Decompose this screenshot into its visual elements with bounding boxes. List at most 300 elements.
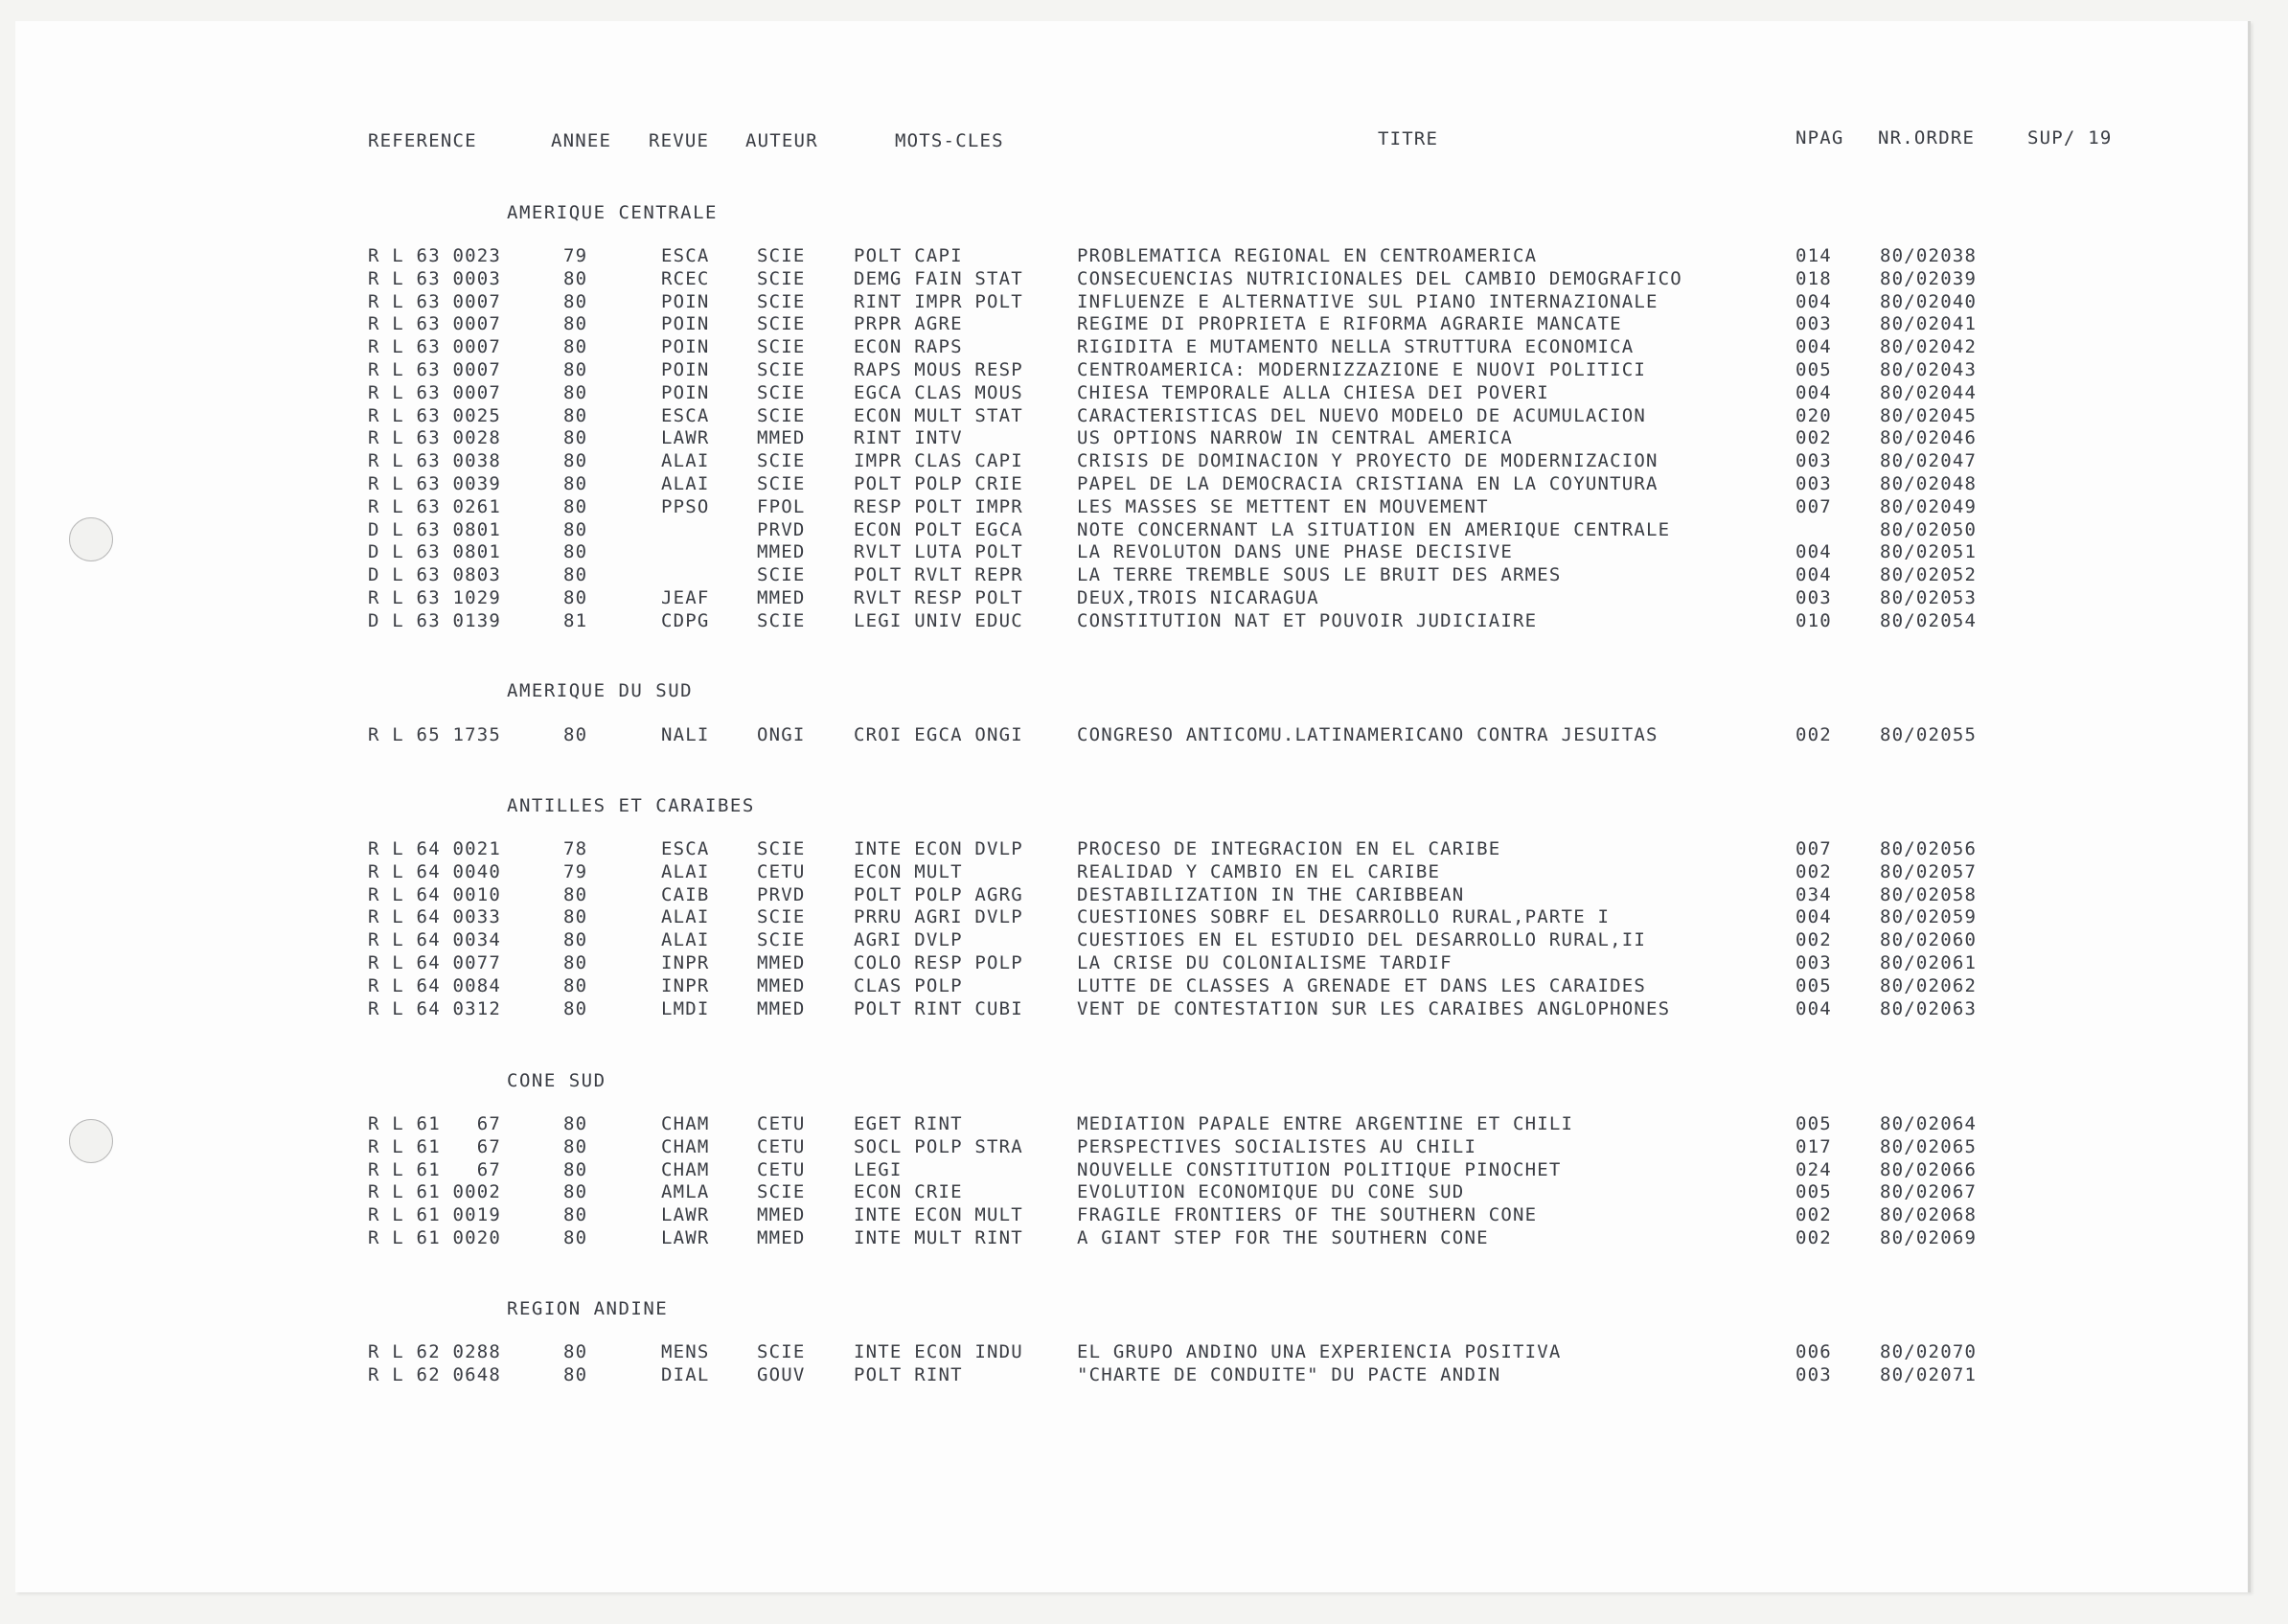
npag-cell: 003 — [1796, 587, 1832, 608]
nr-ordre-cell: 80/02059 — [1880, 906, 1978, 927]
annee-cell: 80 — [563, 998, 588, 1019]
npag-cell: 002 — [1796, 427, 1832, 448]
reference-cell: R L 63 0023 — [368, 245, 502, 266]
mots-cles-cell: AGRI DVLP — [854, 929, 963, 950]
revue-cell: POIN — [661, 359, 710, 380]
reference-cell: R L 64 0033 — [368, 906, 502, 927]
nr-ordre-cell: 80/02068 — [1880, 1204, 1978, 1225]
npag-cell: 010 — [1796, 610, 1832, 631]
revue-cell: ALAI — [661, 906, 710, 927]
revue-cell: ESCA — [661, 838, 710, 859]
npag-cell: 004 — [1796, 291, 1832, 312]
reference-cell: R L 63 0007 — [368, 382, 502, 403]
auteur-cell: MMED — [757, 541, 806, 562]
header-annee: ANNEE — [551, 130, 612, 151]
auteur-cell: SCIE — [757, 313, 806, 334]
titre-cell: MEDIATION PAPALE ENTRE ARGENTINE ET CHILI — [1077, 1113, 1574, 1134]
titre-cell: CHIESA TEMPORALE ALLA CHIESA DEI POVERI — [1077, 382, 1549, 403]
reference-cell: R L 63 0025 — [368, 405, 502, 426]
mots-cles-cell: SOCL POLP STRA — [854, 1136, 1023, 1157]
reference-cell: R L 63 0007 — [368, 313, 502, 334]
annee-cell: 80 — [563, 884, 588, 905]
auteur-cell: SCIE — [757, 245, 806, 266]
reference-cell: R L 64 0084 — [368, 975, 502, 996]
titre-cell: PERSPECTIVES SOCIALISTES AU CHILI — [1077, 1136, 1477, 1157]
npag-cell: 007 — [1796, 838, 1832, 859]
revue-cell: POIN — [661, 336, 710, 357]
table-row — [0, 361, 2288, 382]
nr-ordre-cell: 80/02041 — [1880, 313, 1978, 334]
table-row — [0, 589, 2288, 610]
annee-cell: 80 — [563, 382, 588, 403]
header-revue: REVUE — [649, 130, 710, 151]
auteur-cell: SCIE — [757, 564, 806, 585]
mots-cles-cell: EGCA CLAS MOUS — [854, 382, 1023, 403]
reference-cell: R L 65 1735 — [368, 724, 502, 745]
auteur-cell: MMED — [757, 952, 806, 973]
npag-cell: 004 — [1796, 906, 1832, 927]
auteur-cell: CETU — [757, 1159, 806, 1180]
titre-cell: A GIANT STEP FOR THE SOUTHERN CONE — [1077, 1227, 1489, 1248]
titre-cell: LUTTE DE CLASSES A GRENADE ET DANS LES CARAIDES — [1077, 975, 1647, 996]
nr-ordre-cell: 80/02053 — [1880, 587, 1978, 608]
annee-cell: 80 — [563, 313, 588, 334]
nr-ordre-cell: 80/02052 — [1880, 564, 1978, 585]
auteur-cell: CETU — [757, 1136, 806, 1157]
revue-cell: LAWR — [661, 1204, 710, 1225]
nr-ordre-cell: 80/02069 — [1880, 1227, 1978, 1248]
annee-cell: 80 — [563, 473, 588, 494]
reference-cell: D L 63 0801 — [368, 541, 502, 562]
header-reference: REFERENCE — [368, 130, 477, 151]
nr-ordre-cell: 80/02050 — [1880, 519, 1978, 540]
nr-ordre-cell: 80/02065 — [1880, 1136, 1978, 1157]
reference-cell: R L 63 0039 — [368, 473, 502, 494]
mots-cles-cell: POLT RVLT REPR — [854, 564, 1023, 585]
nr-ordre-cell: 80/02070 — [1880, 1341, 1978, 1362]
header-npag: NPAG — [1796, 127, 1844, 149]
reference-cell: R L 63 1029 — [368, 587, 502, 608]
nr-ordre-cell: 80/02051 — [1880, 541, 1978, 562]
annee-cell: 80 — [563, 496, 588, 517]
annee-cell: 80 — [563, 906, 588, 927]
auteur-cell: PRVD — [757, 884, 806, 905]
mots-cles-cell: RINT INTV — [854, 427, 963, 448]
revue-cell: POIN — [661, 291, 710, 312]
table-row — [0, 863, 2288, 884]
table-row — [0, 384, 2288, 405]
titre-cell: PROBLEMATICA REGIONAL EN CENTROAMERICA — [1077, 245, 1538, 266]
nr-ordre-cell: 80/02044 — [1880, 382, 1978, 403]
revue-cell: LAWR — [661, 1227, 710, 1248]
mots-cles-cell: PRPR AGRE — [854, 313, 963, 334]
table-row — [0, 1343, 2288, 1364]
reference-cell: D L 63 0801 — [368, 519, 502, 540]
auteur-cell: SCIE — [757, 1341, 806, 1362]
table-row — [0, 886, 2288, 907]
titre-cell: PAPEL DE LA DEMOCRACIA CRISTIANA EN LA COYUNTURA — [1077, 473, 1659, 494]
titre-cell: LA TERRE TREMBLE SOUS LE BRUIT DES ARMES — [1077, 564, 1562, 585]
auteur-cell: SCIE — [757, 291, 806, 312]
reference-cell: R L 62 0288 — [368, 1341, 502, 1362]
table-row — [0, 543, 2288, 564]
annee-cell: 80 — [563, 975, 588, 996]
npag-cell: 004 — [1796, 541, 1832, 562]
revue-cell: ALAI — [661, 473, 710, 494]
titre-cell: RIGIDITA E MUTAMENTO NELLA STRUTTURA ECONOMICA — [1077, 336, 1635, 357]
nr-ordre-cell: 80/02057 — [1880, 861, 1978, 882]
auteur-cell: SCIE — [757, 405, 806, 426]
annee-cell: 80 — [563, 1204, 588, 1225]
table-row — [0, 1229, 2288, 1250]
nr-ordre-cell: 80/02058 — [1880, 884, 1978, 905]
auteur-cell: SCIE — [757, 268, 806, 289]
annee-cell: 79 — [563, 861, 588, 882]
header-nr-ordre: NR.ORDRE — [1878, 127, 1976, 149]
mots-cles-cell: DEMG FAIN STAT — [854, 268, 1023, 289]
table-row — [0, 452, 2288, 473]
npag-cell: 024 — [1796, 1159, 1832, 1180]
revue-cell: LMDI — [661, 998, 710, 1019]
mots-cles-cell: COLO RESP POLP — [854, 952, 1023, 973]
titre-cell: LES MASSES SE METTENT EN MOUVEMENT — [1077, 496, 1489, 517]
header-titre: TITRE — [1378, 128, 1439, 149]
table-row — [0, 908, 2288, 929]
mots-cles-cell: CLAS POLP — [854, 975, 963, 996]
revue-cell: CAIB — [661, 884, 710, 905]
mots-cles-cell: POLT RINT CUBI — [854, 998, 1023, 1019]
annee-cell: 80 — [563, 564, 588, 585]
annee-cell: 80 — [563, 1159, 588, 1180]
table-row — [0, 977, 2288, 998]
auteur-cell: SCIE — [757, 929, 806, 950]
nr-ordre-cell: 80/02047 — [1880, 450, 1978, 471]
titre-cell: NOUVELLE CONSTITUTION POLITIQUE PINOCHET — [1077, 1159, 1562, 1180]
nr-ordre-cell: 80/02063 — [1880, 998, 1978, 1019]
table-row — [0, 1138, 2288, 1159]
annee-cell: 80 — [563, 1181, 588, 1202]
titre-cell: CONGRESO ANTICOMU.LATINAMERICANO CONTRA JESUITAS — [1077, 724, 1659, 745]
nr-ordre-cell: 80/02060 — [1880, 929, 1978, 950]
titre-cell: CONSECUENCIAS NUTRICIONALES DEL CAMBIO DEMOGRAFICO — [1077, 268, 1682, 289]
reference-cell: R L 61 0019 — [368, 1204, 502, 1225]
npag-cell: 018 — [1796, 268, 1832, 289]
auteur-cell: MMED — [757, 427, 806, 448]
titre-cell: REALIDAD Y CAMBIO EN EL CARIBE — [1077, 861, 1441, 882]
mots-cles-cell: INTE MULT RINT — [854, 1227, 1023, 1248]
reference-cell: R L 61 67 — [368, 1159, 502, 1180]
header-auteur: AUTEUR — [745, 130, 818, 151]
auteur-cell: MMED — [757, 975, 806, 996]
auteur-cell: SCIE — [757, 450, 806, 471]
reference-cell: D L 63 0139 — [368, 610, 502, 631]
annee-cell: 80 — [563, 405, 588, 426]
mots-cles-cell: RVLT RESP POLT — [854, 587, 1023, 608]
mots-cles-cell: LEGI UNIV EDUC — [854, 610, 1023, 631]
revue-cell: AMLA — [661, 1181, 710, 1202]
nr-ordre-cell: 80/02048 — [1880, 473, 1978, 494]
npag-cell: 003 — [1796, 313, 1832, 334]
npag-cell: 002 — [1796, 929, 1832, 950]
revue-cell: RCEC — [661, 268, 710, 289]
table-row — [0, 726, 2288, 747]
npag-cell: 004 — [1796, 564, 1832, 585]
annee-cell: 80 — [563, 724, 588, 745]
mots-cles-cell: PRRU AGRI DVLP — [854, 906, 1023, 927]
nr-ordre-cell: 80/02042 — [1880, 336, 1978, 357]
nr-ordre-cell: 80/02056 — [1880, 838, 1978, 859]
mots-cles-cell: INTE ECON INDU — [854, 1341, 1023, 1362]
mots-cles-cell: ECON MULT STAT — [854, 405, 1023, 426]
nr-ordre-cell: 80/02038 — [1880, 245, 1978, 266]
table-row — [0, 840, 2288, 861]
annee-cell: 80 — [563, 541, 588, 562]
titre-cell: LA CRISE DU COLONIALISME TARDIF — [1077, 952, 1453, 973]
revue-cell: ALAI — [661, 929, 710, 950]
auteur-cell: PRVD — [757, 519, 806, 540]
auteur-cell: SCIE — [757, 610, 806, 631]
revue-cell: PPSO — [661, 496, 710, 517]
mots-cles-cell: RAPS MOUS RESP — [854, 359, 1023, 380]
table-row — [0, 338, 2288, 359]
titre-cell: EVOLUTION ECONOMIQUE DU CONE SUD — [1077, 1181, 1465, 1202]
annee-cell: 78 — [563, 838, 588, 859]
auteur-cell: SCIE — [757, 359, 806, 380]
mots-cles-cell: RINT IMPR POLT — [854, 291, 1023, 312]
titre-cell: NOTE CONCERNANT LA SITUATION EN AMERIQUE CENTRALE — [1077, 519, 1671, 540]
table-row — [0, 1115, 2288, 1136]
mots-cles-cell: POLT RINT — [854, 1364, 963, 1385]
reference-cell: R L 64 0021 — [368, 838, 502, 859]
revue-cell: CHAM — [661, 1113, 710, 1134]
npag-cell: 005 — [1796, 975, 1832, 996]
reference-cell: R L 64 0077 — [368, 952, 502, 973]
table-row — [0, 1183, 2288, 1204]
mots-cles-cell: POLT CAPI — [854, 245, 963, 266]
npag-cell: 004 — [1796, 382, 1832, 403]
reference-cell: D L 63 0803 — [368, 564, 502, 585]
annee-cell: 80 — [563, 1227, 588, 1248]
nr-ordre-cell: 80/02071 — [1880, 1364, 1978, 1385]
reference-cell: R L 61 67 — [368, 1113, 502, 1134]
titre-cell: CONSTITUTION NAT ET POUVOIR JUDICIAIRE — [1077, 610, 1538, 631]
revue-cell: JEAF — [661, 587, 710, 608]
revue-cell: POIN — [661, 313, 710, 334]
reference-cell: R L 64 0010 — [368, 884, 502, 905]
header-sup: SUP/ 19 — [2027, 127, 2113, 149]
table-row — [0, 498, 2288, 519]
revue-cell: LAWR — [661, 427, 710, 448]
npag-cell: 002 — [1796, 861, 1832, 882]
annee-cell: 80 — [563, 929, 588, 950]
titre-cell: VENT DE CONTESTATION SUR LES CARAIBES ANGLOPHONES — [1077, 998, 1671, 1019]
mots-cles-cell: POLT POLP AGRG — [854, 884, 1023, 905]
nr-ordre-cell: 80/02054 — [1880, 610, 1978, 631]
mots-cles-cell: INTE ECON DVLP — [854, 838, 1023, 859]
titre-cell: EL GRUPO ANDINO UNA EXPERIENCIA POSITIVA — [1077, 1341, 1562, 1362]
npag-cell: 003 — [1796, 1364, 1832, 1385]
npag-cell: 005 — [1796, 359, 1832, 380]
table-row — [0, 1366, 2288, 1387]
table-row — [0, 612, 2288, 633]
npag-cell: 006 — [1796, 1341, 1832, 1362]
titre-cell: CUESTIOES EN EL ESTUDIO DEL DESARROLLO RURAL,II — [1077, 929, 1647, 950]
reference-cell: R L 61 0002 — [368, 1181, 502, 1202]
reference-cell: R L 63 0261 — [368, 496, 502, 517]
auteur-cell: FPOL — [757, 496, 806, 517]
annee-cell: 81 — [563, 610, 588, 631]
annee-cell: 80 — [563, 427, 588, 448]
mots-cles-cell: INTE ECON MULT — [854, 1204, 1023, 1225]
mots-cles-cell: IMPR CLAS CAPI — [854, 450, 1023, 471]
annee-cell: 80 — [563, 291, 588, 312]
auteur-cell: SCIE — [757, 838, 806, 859]
titre-cell: CENTROAMERICA: MODERNIZZAZIONE E NUOVI POLITICI — [1077, 359, 1647, 380]
npag-cell: 034 — [1796, 884, 1832, 905]
titre-cell: PROCESO DE INTEGRACION EN EL CARIBE — [1077, 838, 1501, 859]
npag-cell: 005 — [1796, 1113, 1832, 1134]
nr-ordre-cell: 80/02045 — [1880, 405, 1978, 426]
mots-cles-cell: POLT POLP CRIE — [854, 473, 1023, 494]
annee-cell: 80 — [563, 336, 588, 357]
titre-cell: DESTABILIZATION IN THE CARIBBEAN — [1077, 884, 1465, 905]
revue-cell: ALAI — [661, 861, 710, 882]
revue-cell: MENS — [661, 1341, 710, 1362]
table-row — [0, 293, 2288, 314]
nr-ordre-cell: 80/02062 — [1880, 975, 1978, 996]
mots-cles-cell: ECON RAPS — [854, 336, 963, 357]
table-row — [0, 521, 2288, 542]
annee-cell: 80 — [563, 1113, 588, 1134]
titre-cell: REGIME DI PROPRIETA E RIFORMA AGRARIE MANCATE — [1077, 313, 1622, 334]
table-row — [0, 407, 2288, 428]
titre-cell: CUESTIONES SOBRF EL DESARROLLO RURAL,PARTE I — [1077, 906, 1611, 927]
auteur-cell: GOUV — [757, 1364, 806, 1385]
revue-cell: ESCA — [661, 405, 710, 426]
auteur-cell: MMED — [757, 587, 806, 608]
npag-cell: 004 — [1796, 336, 1832, 357]
revue-cell: DIAL — [661, 1364, 710, 1385]
auteur-cell: MMED — [757, 998, 806, 1019]
annee-cell: 79 — [563, 245, 588, 266]
reference-cell: R L 63 0038 — [368, 450, 502, 471]
auteur-cell: ONGI — [757, 724, 806, 745]
auteur-cell: SCIE — [757, 1181, 806, 1202]
nr-ordre-cell: 80/02061 — [1880, 952, 1978, 973]
annee-cell: 80 — [563, 1136, 588, 1157]
table-row — [0, 1206, 2288, 1227]
table-row — [0, 270, 2288, 291]
reference-cell: R L 63 0028 — [368, 427, 502, 448]
header-mots-cles: MOTS-CLES — [895, 130, 1004, 151]
mots-cles-cell: ECON POLT EGCA — [854, 519, 1023, 540]
reference-cell: R L 63 0007 — [368, 336, 502, 357]
npag-cell: 005 — [1796, 1181, 1832, 1202]
reference-cell: R L 64 0034 — [368, 929, 502, 950]
annee-cell: 80 — [563, 268, 588, 289]
revue-cell: CHAM — [661, 1136, 710, 1157]
table-row — [0, 315, 2288, 336]
reference-cell: R L 62 0648 — [368, 1364, 502, 1385]
section-title: REGION ANDINE — [507, 1298, 669, 1319]
table-row — [0, 954, 2288, 975]
auteur-cell: MMED — [757, 1204, 806, 1225]
nr-ordre-cell: 80/02067 — [1880, 1181, 1978, 1202]
reference-cell: R L 64 0312 — [368, 998, 502, 1019]
npag-cell: 002 — [1796, 724, 1832, 745]
revue-cell: ALAI — [661, 450, 710, 471]
annee-cell: 80 — [563, 359, 588, 380]
section-title: AMERIQUE CENTRALE — [507, 202, 718, 223]
nr-ordre-cell: 80/02043 — [1880, 359, 1978, 380]
npag-cell: 002 — [1796, 1204, 1832, 1225]
nr-ordre-cell: 80/02040 — [1880, 291, 1978, 312]
revue-cell: INPR — [661, 975, 710, 996]
npag-cell: 014 — [1796, 245, 1832, 266]
annee-cell: 80 — [563, 1341, 588, 1362]
auteur-cell: SCIE — [757, 336, 806, 357]
reference-cell: R L 63 0007 — [368, 291, 502, 312]
titre-cell: CRISIS DE DOMINACION Y PROYECTO DE MODERNIZACION — [1077, 450, 1659, 471]
nr-ordre-cell: 80/02046 — [1880, 427, 1978, 448]
annee-cell: 80 — [563, 952, 588, 973]
titre-cell: US OPTIONS NARROW IN CENTRAL AMERICA — [1077, 427, 1514, 448]
titre-cell: CARACTERISTICAS DEL NUEVO MODELO DE ACUMULACION — [1077, 405, 1647, 426]
npag-cell: 003 — [1796, 473, 1832, 494]
reference-cell: R L 63 0003 — [368, 268, 502, 289]
npag-cell: 003 — [1796, 952, 1832, 973]
nr-ordre-cell: 80/02039 — [1880, 268, 1978, 289]
mots-cles-cell: RESP POLT IMPR — [854, 496, 1023, 517]
auteur-cell: MMED — [757, 1227, 806, 1248]
npag-cell: 017 — [1796, 1136, 1832, 1157]
auteur-cell: SCIE — [757, 382, 806, 403]
npag-cell: 003 — [1796, 450, 1832, 471]
annee-cell: 80 — [563, 450, 588, 471]
auteur-cell: SCIE — [757, 906, 806, 927]
table-row — [0, 1161, 2288, 1182]
table-row — [0, 247, 2288, 268]
nr-ordre-cell: 80/02066 — [1880, 1159, 1978, 1180]
mots-cles-cell: RVLT LUTA POLT — [854, 541, 1023, 562]
revue-cell: CDPG — [661, 610, 710, 631]
npag-cell: 002 — [1796, 1227, 1832, 1248]
auteur-cell: CETU — [757, 861, 806, 882]
npag-cell: 007 — [1796, 496, 1832, 517]
revue-cell: CHAM — [661, 1159, 710, 1180]
reference-cell: R L 61 67 — [368, 1136, 502, 1157]
npag-cell: 020 — [1796, 405, 1832, 426]
npag-cell: 004 — [1796, 998, 1832, 1019]
annee-cell: 80 — [563, 587, 588, 608]
titre-cell: DEUX,TROIS NICARAGUA — [1077, 587, 1319, 608]
annee-cell: 80 — [563, 1364, 588, 1385]
mots-cles-cell: LEGI — [854, 1159, 903, 1180]
section-title: ANTILLES ET CARAIBES — [507, 795, 755, 816]
reference-cell: R L 64 0040 — [368, 861, 502, 882]
table-row — [0, 1000, 2288, 1021]
section-title: AMERIQUE DU SUD — [507, 680, 694, 701]
annee-cell: 80 — [563, 519, 588, 540]
titre-cell: LA REVOLUTON DANS UNE PHASE DECISIVE — [1077, 541, 1514, 562]
auteur-cell: SCIE — [757, 473, 806, 494]
reference-cell: R L 63 0007 — [368, 359, 502, 380]
auteur-cell: CETU — [757, 1113, 806, 1134]
nr-ordre-cell: 80/02049 — [1880, 496, 1978, 517]
mots-cles-cell: EGET RINT — [854, 1113, 963, 1134]
mots-cles-cell: ECON MULT — [854, 861, 963, 882]
nr-ordre-cell: 80/02064 — [1880, 1113, 1978, 1134]
